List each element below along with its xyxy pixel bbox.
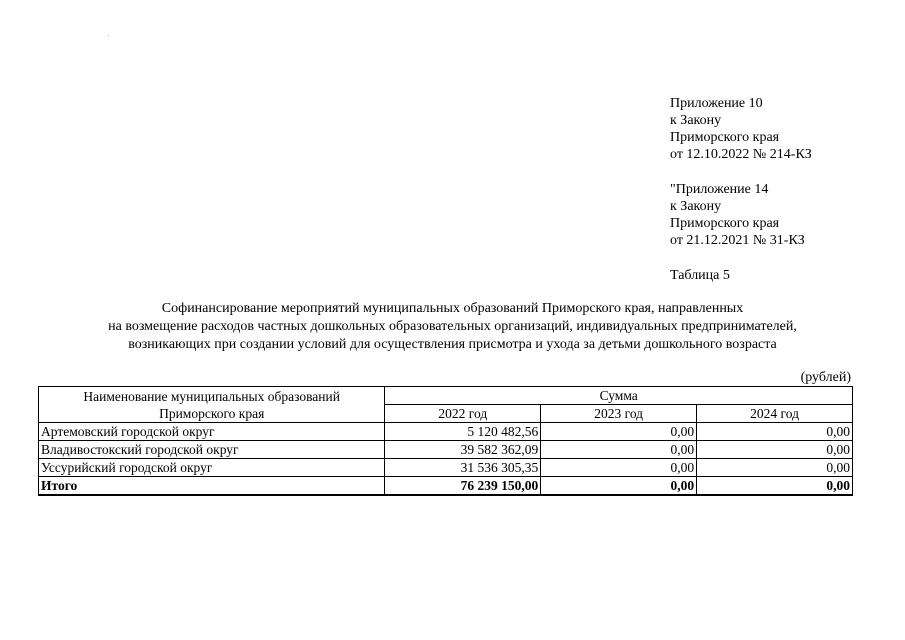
row-value-2022: 31 536 305,35 — [385, 459, 541, 477]
units-label: (рублей) — [800, 370, 851, 385]
row-name: Уссурийский городской округ — [39, 459, 385, 477]
row-name: Владивостокский городской округ — [39, 441, 385, 459]
row-value-2024: 0,00 — [697, 441, 853, 459]
header-year-2023: 2023 год — [541, 405, 697, 423]
header-year-2024: 2024 год — [697, 405, 853, 423]
total-value-2024: 0,00 — [697, 477, 853, 496]
title-line: на возмещение расходов частных дошкольных образовательных организаций, индивидуальных предпринимателей, — [108, 319, 797, 334]
appendix-reference-current — [670, 95, 812, 163]
table-row — [39, 441, 853, 459]
table-number: Таблица 5 — [670, 268, 730, 283]
table-row — [39, 423, 853, 441]
document-title — [0, 300, 905, 354]
table-row — [39, 459, 853, 477]
row-value-2024: 0,00 — [697, 423, 853, 441]
title-line: Софинансирование мероприятий муниципальных образований Приморского края, направленных — [161, 301, 744, 316]
header-year-2022: 2022 год — [385, 405, 541, 423]
appendix-line: Приложение 10 — [670, 96, 763, 111]
header-name-cell: Наименование муниципальных образований Приморского края — [39, 387, 385, 423]
row-value-2023: 0,00 — [541, 441, 697, 459]
appendix-line: "Приложение 14 — [670, 182, 769, 197]
row-value-2023: 0,00 — [541, 459, 697, 477]
appendix-line: от 21.12.2021 № 31-КЗ — [670, 233, 805, 248]
row-value-2022: 5 120 482,56 — [385, 423, 541, 441]
funding-table — [38, 386, 853, 496]
table-total-row — [39, 477, 853, 496]
row-value-2024: 0,00 — [697, 459, 853, 477]
header-sum-cell: Сумма — [385, 387, 853, 405]
total-value-2022: 76 239 150,00 — [385, 477, 541, 496]
row-name: Артемовский городской округ — [39, 423, 385, 441]
appendix-reference-amended — [670, 181, 805, 249]
total-name: Итого — [39, 477, 385, 496]
row-value-2023: 0,00 — [541, 423, 697, 441]
table-header-row — [39, 387, 853, 405]
appendix-line: к Закону — [670, 113, 722, 128]
appendix-line: к Закону — [670, 199, 722, 214]
appendix-line: Приморского края — [670, 130, 780, 145]
appendix-line: Приморского края — [670, 216, 780, 231]
scan-speck — [108, 35, 109, 36]
total-value-2023: 0,00 — [541, 477, 697, 496]
title-line: возникающих при создании условий для осуществления присмотра и ухода за детьми дошкольного возраста — [128, 337, 777, 352]
appendix-line: от 12.10.2022 № 214-КЗ — [670, 147, 812, 162]
row-value-2022: 39 582 362,09 — [385, 441, 541, 459]
